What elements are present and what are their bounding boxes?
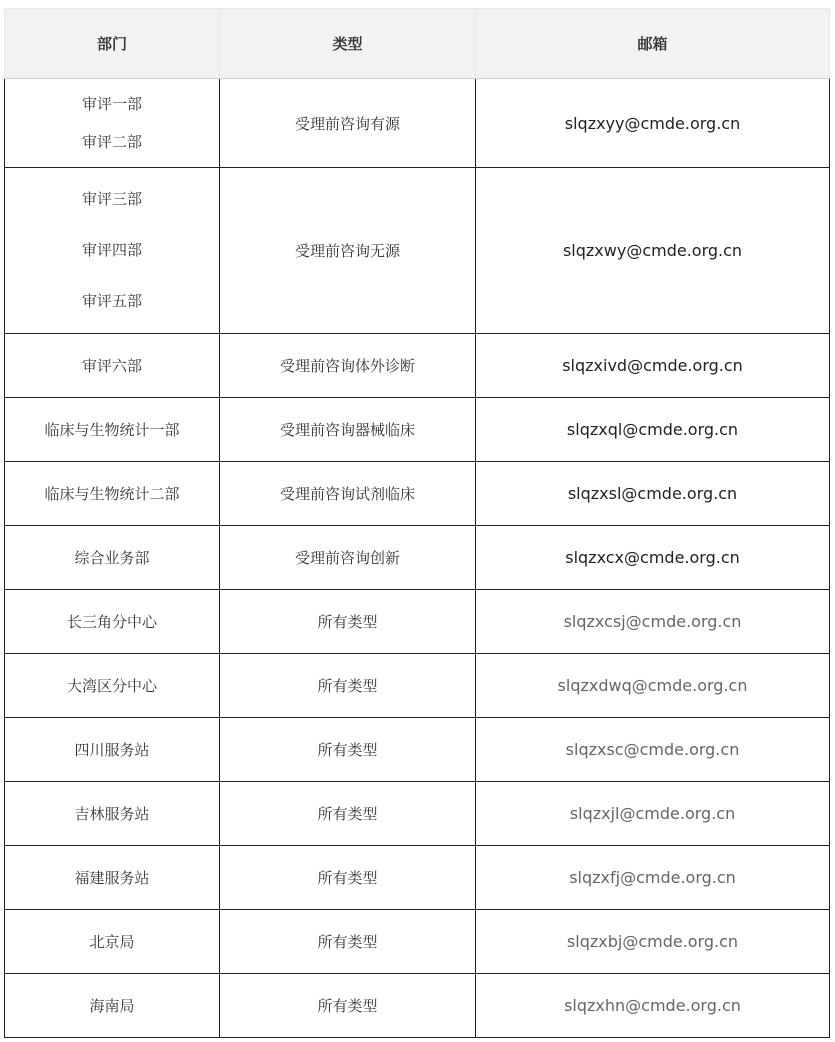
type-cell: 受理前咨询创新 — [220, 526, 476, 590]
department-cell: 综合业务部 — [5, 526, 220, 590]
email-cell: slqzxyy@cmde.org.cn — [476, 79, 830, 168]
table-body — [5, 79, 830, 1038]
department-cell: 北京局 — [5, 910, 220, 974]
header-row — [5, 9, 830, 79]
table-row — [5, 910, 830, 974]
email-cell: slqzxsc@cmde.org.cn — [476, 718, 830, 782]
department-cell: 四川服务站 — [5, 718, 220, 782]
email-cell: slqzxdwq@cmde.org.cn — [476, 654, 830, 718]
table-row — [5, 168, 830, 334]
header-type: 类型 — [220, 9, 476, 79]
department-name: 审评一部 — [81, 95, 142, 113]
department-name: 审评二部 — [81, 133, 142, 151]
type-cell: 所有类型 — [220, 846, 476, 910]
email-cell: slqzxcsj@cmde.org.cn — [476, 590, 830, 654]
email-cell: slqzxql@cmde.org.cn — [476, 398, 830, 462]
department-cell: 临床与生物统计一部 — [5, 398, 220, 462]
type-cell: 所有类型 — [220, 782, 476, 846]
table-row — [5, 334, 830, 398]
type-cell: 所有类型 — [220, 654, 476, 718]
email-cell: slqzxbj@cmde.org.cn — [476, 910, 830, 974]
table-row — [5, 526, 830, 590]
type-cell: 所有类型 — [220, 910, 476, 974]
email-cell: slqzxfj@cmde.org.cn — [476, 846, 830, 910]
table-row — [5, 782, 830, 846]
type-cell: 受理前咨询有源 — [220, 79, 476, 168]
table-row — [5, 718, 830, 782]
table-row — [5, 590, 830, 654]
consultation-email-table-wrapper — [4, 8, 830, 1038]
department-cell: 福建服务站 — [5, 846, 220, 910]
consultation-email-table — [4, 8, 830, 1038]
department-name: 审评三部 — [81, 190, 142, 208]
department-cell — [5, 79, 220, 168]
table-row — [5, 974, 830, 1038]
department-name: 审评四部 — [81, 241, 142, 259]
department-cell: 大湾区分中心 — [5, 654, 220, 718]
department-name: 审评五部 — [81, 292, 142, 310]
table-row — [5, 398, 830, 462]
header-department: 部门 — [5, 9, 220, 79]
table-header — [5, 9, 830, 79]
email-cell: slqzxcx@cmde.org.cn — [476, 526, 830, 590]
email-cell: slqzxivd@cmde.org.cn — [476, 334, 830, 398]
type-cell: 所有类型 — [220, 974, 476, 1038]
department-cell: 临床与生物统计二部 — [5, 462, 220, 526]
email-cell: slqzxsl@cmde.org.cn — [476, 462, 830, 526]
table-row — [5, 462, 830, 526]
department-cell: 吉林服务站 — [5, 782, 220, 846]
email-cell: slqzxwy@cmde.org.cn — [476, 168, 830, 334]
table-row — [5, 654, 830, 718]
type-cell: 受理前咨询试剂临床 — [220, 462, 476, 526]
department-cell: 长三角分中心 — [5, 590, 220, 654]
email-cell: slqzxhn@cmde.org.cn — [476, 974, 830, 1038]
type-cell: 受理前咨询体外诊断 — [220, 334, 476, 398]
type-cell: 受理前咨询无源 — [220, 168, 476, 334]
department-cell: 审评六部 — [5, 334, 220, 398]
header-email: 邮箱 — [476, 9, 830, 79]
department-cell — [5, 168, 220, 334]
type-cell: 所有类型 — [220, 590, 476, 654]
table-row — [5, 79, 830, 168]
department-cell: 海南局 — [5, 974, 220, 1038]
email-cell: slqzxjl@cmde.org.cn — [476, 782, 830, 846]
type-cell: 受理前咨询器械临床 — [220, 398, 476, 462]
table-row — [5, 846, 830, 910]
type-cell: 所有类型 — [220, 718, 476, 782]
